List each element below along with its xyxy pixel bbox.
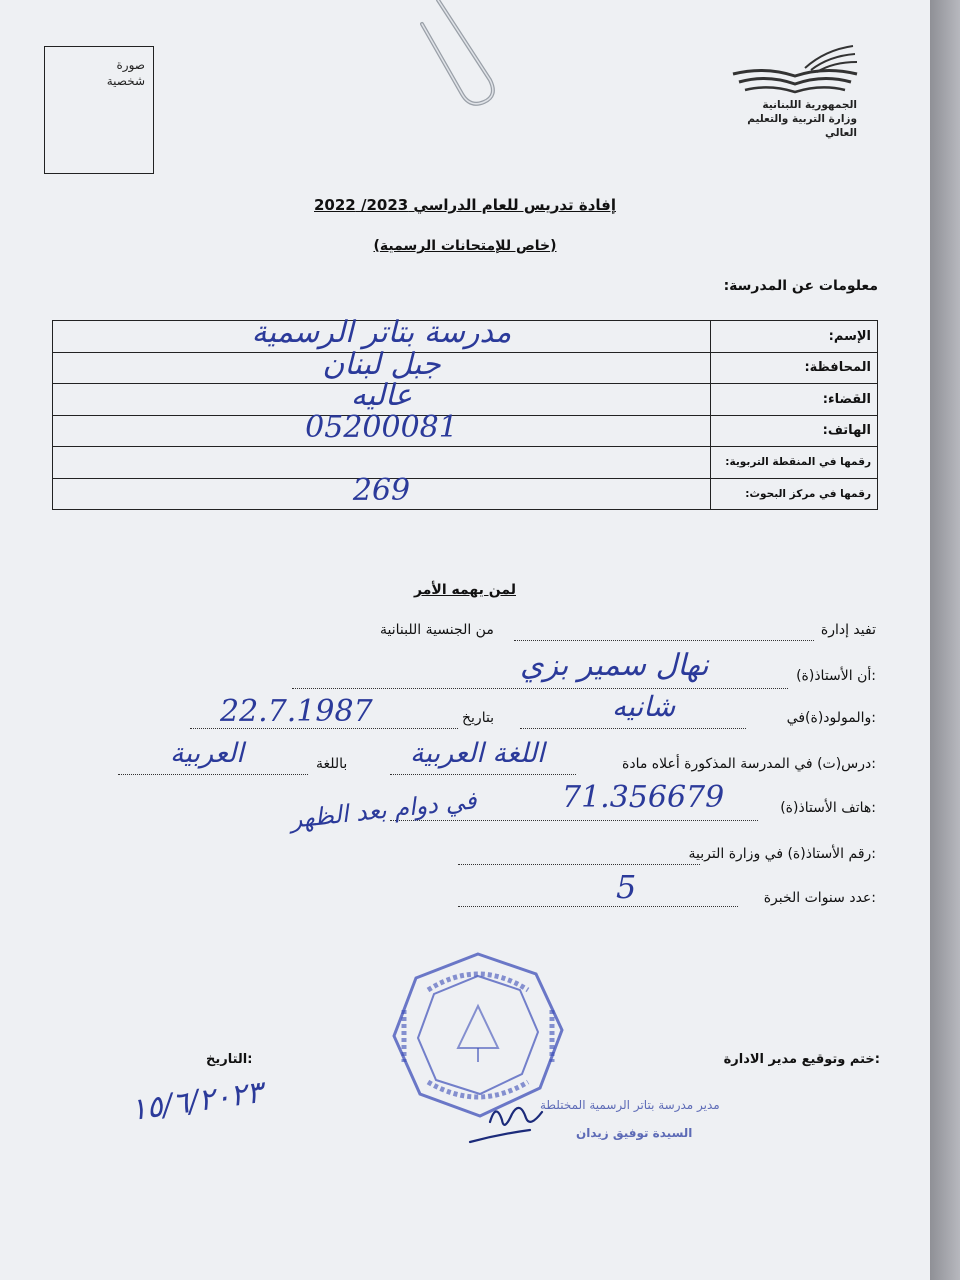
district-value: عاليه [53,384,711,416]
language-label: باللغة [316,756,348,772]
stamp-signature-label: ختم وتوقيع مدير الادارة: [723,1052,880,1067]
governorate-label: المحافظة: [711,352,878,384]
teacher-label: أن الأستاذ(ة): [796,668,876,684]
teacher-phone-label: هاتف الأستاذ(ة): [780,800,876,816]
book-logo-icon [725,44,865,94]
language-dots [118,774,308,775]
document-subtitle: (خاص للإمتحانات الرسمية) [373,238,557,254]
years-label: عدد سنوات الخبرة: [763,890,876,906]
document-title: إفادة تدريس للعام الدراسي 2023/ 2022 [314,196,616,214]
district-label: القضاء: [711,384,878,416]
years-value: 5 [616,868,637,906]
to-whom-heading: لمن يهمه الأمر [414,582,516,598]
teacher-phone-value: 71.356679 [562,780,725,815]
ministry-number-dots [458,864,700,865]
born-in-dots [520,728,746,729]
ministry-line2: وزارة التربية والتعليم العالي [747,113,857,139]
born-in-value: شانيه [612,690,676,723]
dob-value: 22.7.1987 [220,694,373,729]
subject-dots [390,774,576,775]
teacher-value: نهال سمير بزي [520,648,709,683]
director-line1: مدير مدرسة بتاتر الرسمية المختلطة [540,1098,720,1112]
administration-dots [514,640,814,641]
research-center-number-value: 269 [53,478,711,510]
school-name-label: الإسم: [711,321,878,353]
shift-note: في دوام بعد الظهر [289,786,478,834]
subject-value: اللغة العربية [410,738,545,769]
paperclip-icon [420,0,510,110]
footer-date-label: التاريخ: [206,1052,253,1067]
governorate-value: جبل لبنان [53,352,711,384]
years-dots [458,906,738,907]
table-row [53,415,878,447]
table-row [53,478,878,510]
ministry-number-label: رقم الأستاذ(ة) في وزارة التربية: [688,846,876,862]
school-info-table [52,315,878,510]
footer-date-value: ١٥/٦/٢٠٢٣ [128,1074,265,1129]
edu-region-number-label: رقمها في المنقطة التربوية: [711,447,878,479]
nationality-label: من الجنسية اللبنانية [380,622,494,638]
photo-box-label [107,57,145,89]
language-value: العربية [170,738,244,769]
page-edge-background [930,0,960,1280]
photo-label-line1: صورة [116,58,145,72]
school-name-value: مدرسة بتاتر الرسمية [53,321,711,353]
school-section-label: معلومات عن المدرسة: [723,278,878,294]
born-in-label: والمولود(ة)في: [786,710,876,726]
ministry-logo [715,44,865,140]
photo-box [44,46,154,174]
teacher-dots [292,688,788,689]
ministry-line1: الجمهورية اللبنانية [762,99,857,111]
director-signature-icon [430,1092,570,1152]
research-center-number-label: رقمها في مركز البحوث: [711,478,878,510]
taught-label: درس(ت) في المدرسة المذكورة أعلاه مادة: [622,756,876,772]
phone-label: الهاتف: [711,415,878,447]
phone-value: 05200081 [53,415,711,447]
administration-label: تفيد إدارة [820,622,876,638]
date-label: بتاريخ [462,710,495,726]
teacher-phone-dots [390,820,758,821]
director-line2: السيدة توفيق زيدان [576,1126,693,1140]
photo-label-line2: شخصية [106,74,145,88]
